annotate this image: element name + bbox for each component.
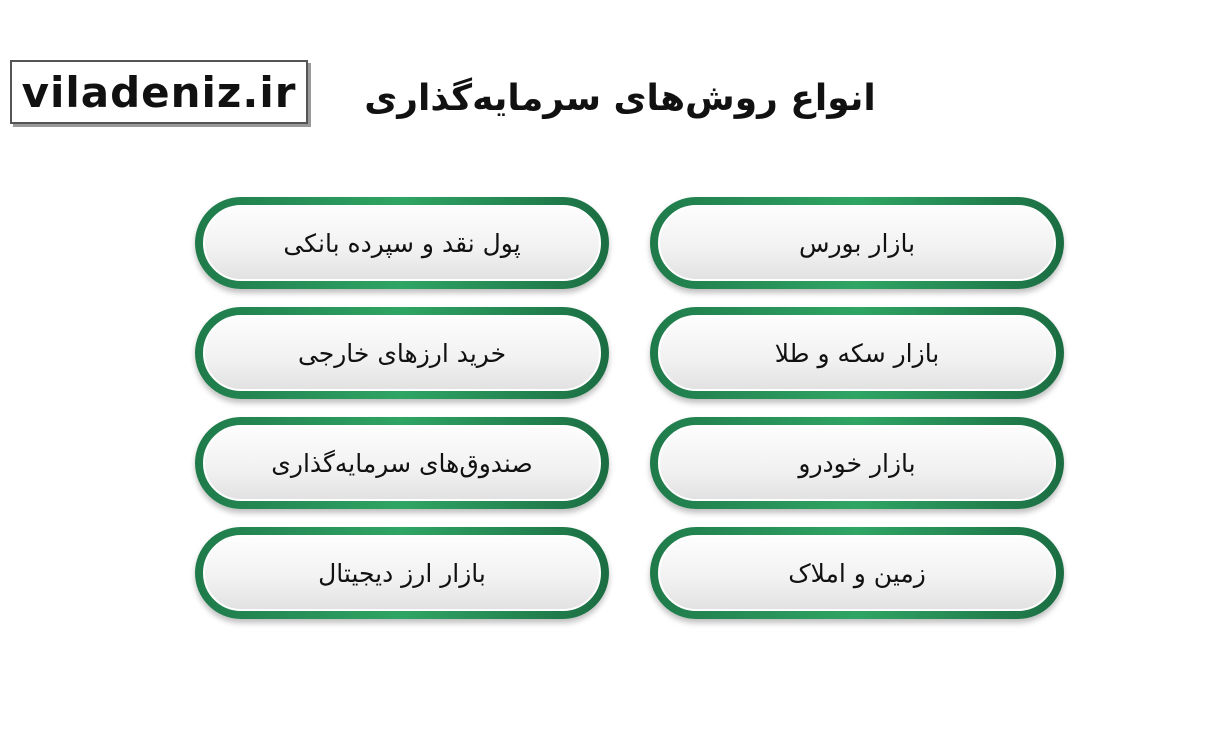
method-label: صندوق‌های سرمایه‌گذاری [271,448,533,478]
method-label: بازار ارز دیجیتال [318,558,486,588]
method-stock-market [650,197,1064,289]
method-label: بازار خودرو [798,448,916,478]
method-label-box [658,535,1056,611]
method-label-box [203,535,601,611]
method-label: بازار بورس [798,228,916,258]
method-car-market [650,417,1064,509]
method-label-box [203,205,601,281]
method-crypto-market [195,527,609,619]
method-coin-gold [650,307,1064,399]
page-title: انواع روش‌های سرمایه‌گذاری [364,78,876,119]
method-real-estate [650,527,1064,619]
method-label: خرید ارزهای خارجی [297,338,507,368]
method-investment-funds [195,417,609,509]
site-logo: viladeniz.ir [10,60,308,124]
method-label-box [658,315,1056,391]
method-label: زمین و املاک [788,558,926,588]
method-label: بازار سکه و طلا [774,338,940,368]
method-foreign-currency [195,307,609,399]
method-label-box [658,205,1056,281]
method-label-box [203,425,601,501]
method-label: پول نقد و سپرده بانکی [283,228,521,258]
method-cash-deposit [195,197,609,289]
method-label-box [658,425,1056,501]
method-label-box [203,315,601,391]
